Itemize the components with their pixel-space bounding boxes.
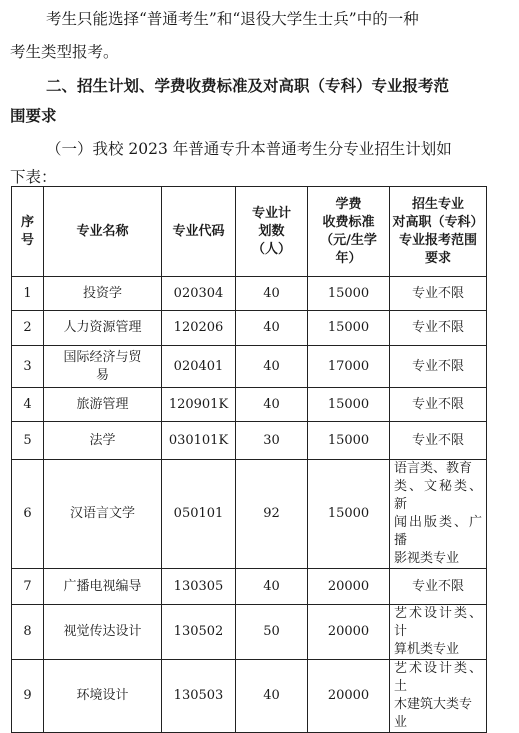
cell-plan-count: 30 (236, 422, 308, 460)
cell-index: 4 (12, 388, 44, 422)
cell-tuition: 20000 (308, 569, 390, 605)
cell-tuition: 15000 (308, 388, 390, 422)
cell-tuition: 20000 (308, 660, 390, 733)
cell-plan-count: 92 (236, 460, 308, 569)
cell-requirement: 专业不限 (390, 422, 487, 460)
header-requirement: 招生专业 对高职（专科） 专业报考范围 要求 (390, 187, 487, 277)
paragraph-line: 考生只能选择“普通考生”和“退役大学生士兵”中的一种 (46, 10, 419, 28)
enrollment-plan-table (11, 186, 487, 733)
cell-plan-count: 40 (236, 311, 308, 346)
table-row (12, 460, 487, 569)
header-major-name: 专业名称 (44, 187, 162, 277)
cell-major-name: 广播电视编导 (44, 569, 162, 605)
cell-major-name: 汉语言文学 (44, 460, 162, 569)
cell-index: 5 (12, 422, 44, 460)
cell-major-name: 投资学 (44, 277, 162, 311)
header-tuition: 学费 收费标准 （元/生学 年） (308, 187, 390, 277)
table-row (12, 422, 487, 460)
section-heading: 围要求 (10, 106, 57, 125)
cell-plan-count: 50 (236, 605, 308, 660)
section-heading: 二、招生计划、学费收费标准及对高职（专科）专业报考范 (46, 76, 450, 95)
cell-index: 1 (12, 277, 44, 311)
table-row (12, 346, 487, 388)
cell-plan-count: 40 (236, 388, 308, 422)
cell-index: 2 (12, 311, 44, 346)
cell-major-name: 国际经济与贸 易 (44, 346, 162, 388)
cell-requirement: 专业不限 (390, 388, 487, 422)
cell-requirement: 专业不限 (390, 346, 487, 388)
cell-tuition: 15000 (308, 277, 390, 311)
cell-index: 6 (12, 460, 44, 569)
cell-plan-count: 40 (236, 569, 308, 605)
cell-requirement: 语言类、教育 类、文秘类、新 闻出版类、广播 影视类专业 (390, 460, 487, 569)
table-row (12, 660, 487, 733)
cell-tuition: 15000 (308, 460, 390, 569)
cell-major-code: 130502 (162, 605, 236, 660)
cell-index: 7 (12, 569, 44, 605)
cell-plan-count: 40 (236, 277, 308, 311)
cell-major-code: 050101 (162, 460, 236, 569)
cell-plan-count: 40 (236, 660, 308, 733)
cell-major-code: 120901K (162, 388, 236, 422)
cell-tuition: 15000 (308, 311, 390, 346)
paragraph-line: 考生类型报考。 (10, 43, 119, 61)
header-plan-count: 专业计 划数 （人） (236, 187, 308, 277)
cell-major-code: 130503 (162, 660, 236, 733)
cell-major-name: 人力资源管理 (44, 311, 162, 346)
header-index: 序 号 (12, 187, 44, 277)
cell-major-code: 120206 (162, 311, 236, 346)
cell-major-name: 环境设计 (44, 660, 162, 733)
cell-tuition: 17000 (308, 346, 390, 388)
table-row (12, 388, 487, 422)
cell-major-name: 视觉传达设计 (44, 605, 162, 660)
cell-major-code: 020401 (162, 346, 236, 388)
cell-requirement: 专业不限 (390, 277, 487, 311)
cell-index: 3 (12, 346, 44, 388)
cell-index: 8 (12, 605, 44, 660)
cell-tuition: 15000 (308, 422, 390, 460)
header-major-code: 专业代码 (162, 187, 236, 277)
cell-major-code: 020304 (162, 277, 236, 311)
table-row (12, 277, 487, 311)
cell-requirement: 艺术设计类、土 木建筑大类专 业 (390, 660, 487, 733)
table-row (12, 569, 487, 605)
paragraph-line: （一）我校 2023 年普通专升本普通考生分专业招生计划如 (46, 140, 452, 158)
table-header-row (12, 187, 487, 277)
cell-major-code: 130305 (162, 569, 236, 605)
cell-requirement: 专业不限 (390, 569, 487, 605)
cell-requirement: 专业不限 (390, 311, 487, 346)
cell-tuition: 20000 (308, 605, 390, 660)
cell-index: 9 (12, 660, 44, 733)
cell-major-name: 法学 (44, 422, 162, 460)
table-row (12, 605, 487, 660)
paragraph-line: 下表： (10, 168, 57, 186)
cell-major-name: 旅游管理 (44, 388, 162, 422)
table-row (12, 311, 487, 346)
cell-plan-count: 40 (236, 346, 308, 388)
cell-requirement: 艺术设计类、计 算机类专业 (390, 605, 487, 660)
cell-major-code: 030101K (162, 422, 236, 460)
